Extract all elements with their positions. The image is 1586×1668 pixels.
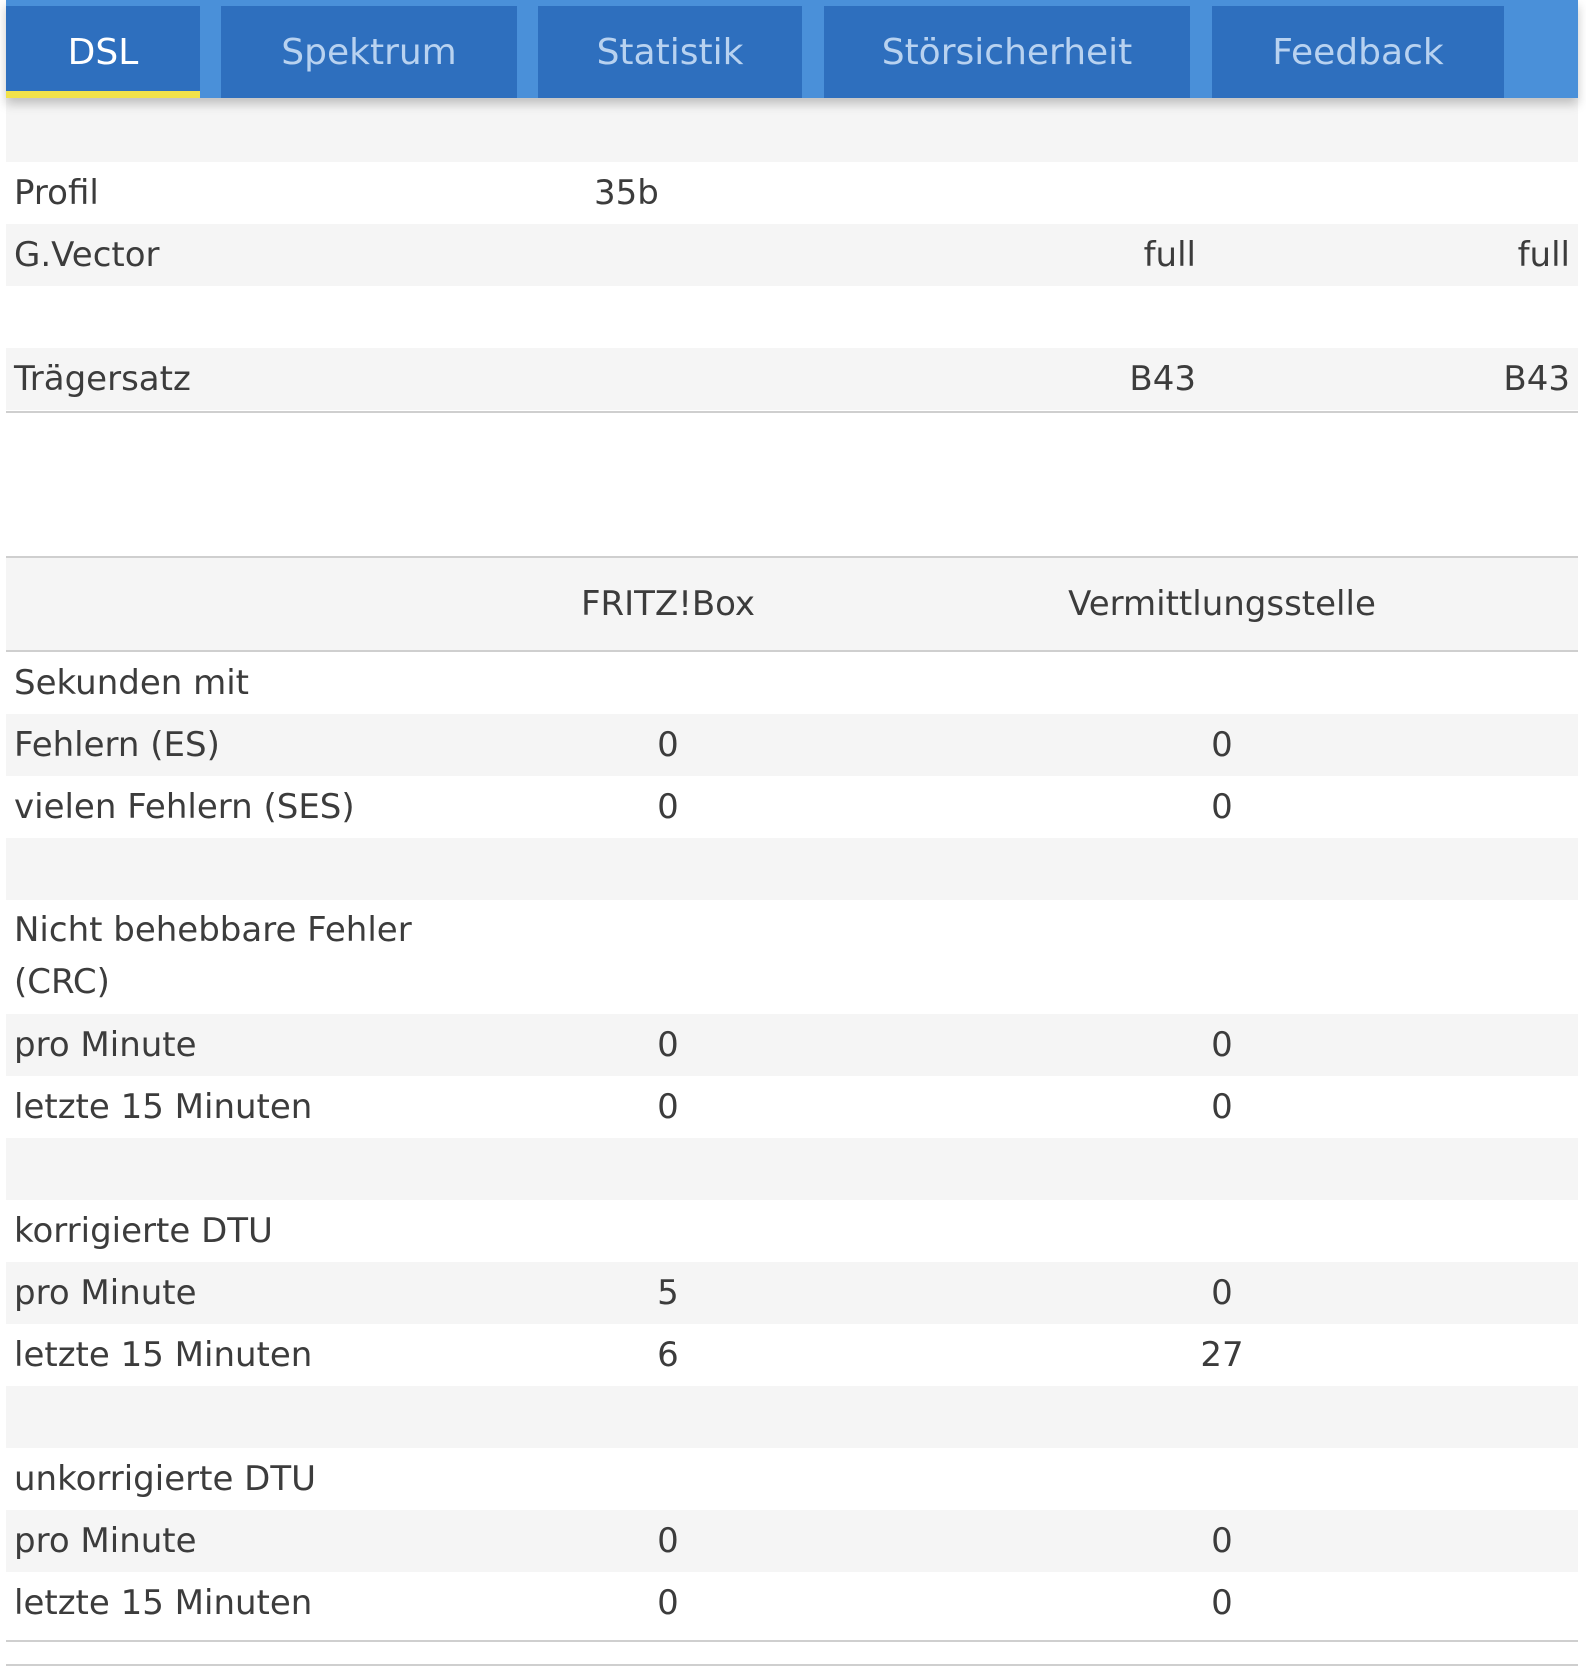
divider (6, 411, 1578, 413)
es-vst: 0 (1211, 725, 1233, 765)
active-tab-indicator (6, 91, 200, 98)
table-row-traegersatz (6, 348, 1578, 410)
traegersatz-label: Trägersatz (14, 359, 191, 399)
divider (6, 1664, 1578, 1666)
korr-letzte15-label: letzte 15 Minuten (14, 1335, 313, 1375)
table-row-spacer (6, 98, 1578, 162)
crc-letzte15-label: letzte 15 Minuten (14, 1087, 313, 1127)
table-row-korr-pro-minute (6, 1262, 1578, 1324)
es-label: Fehlern (ES) (14, 725, 220, 765)
table-row-section-title (6, 1448, 1578, 1510)
tab-statistik[interactable] (538, 6, 802, 98)
unkorr-pro-minute-vst: 0 (1211, 1521, 1233, 1561)
header-vermittlungsstelle: Vermittlungsstelle (1068, 584, 1376, 624)
table-row-spacer (6, 286, 1578, 348)
crc-pro-minute-vst: 0 (1211, 1025, 1233, 1065)
tab-spektrum[interactable] (221, 6, 517, 98)
table-row-spacer (6, 1386, 1578, 1448)
korr-letzte15-fritzbox: 6 (657, 1335, 679, 1375)
gvector-downstream: full (1143, 235, 1196, 275)
ses-vst: 0 (1211, 787, 1233, 827)
table-header-row (6, 558, 1578, 650)
table-row-unkorr-pro-minute (6, 1510, 1578, 1572)
crc-title: Nicht behebbare Fehler (CRC) (14, 910, 412, 1002)
gvector-upstream: full (1517, 235, 1570, 275)
tab-feedback[interactable] (1212, 6, 1504, 98)
traegersatz-upstream: B43 (1503, 359, 1570, 399)
tab-statistik-label: Statistik (596, 31, 744, 73)
crc-letzte15-fritzbox: 0 (657, 1087, 679, 1127)
table-row-korr-letzte15 (6, 1324, 1578, 1386)
unkorr-pro-minute-fritzbox: 0 (657, 1521, 679, 1561)
korr-pro-minute-fritzbox: 5 (657, 1273, 679, 1313)
tab-dsl-label: DSL (67, 31, 139, 73)
profil-value: 35b (594, 173, 659, 213)
ses-fritzbox: 0 (657, 787, 679, 827)
traegersatz-downstream: B43 (1129, 359, 1196, 399)
profil-label: Profil (14, 173, 99, 213)
crc-letzte15-vst: 0 (1211, 1087, 1233, 1127)
ses-label: vielen Fehlern (SES) (14, 787, 355, 827)
unkorr-pro-minute-label: pro Minute (14, 1521, 197, 1561)
divider (6, 1640, 1578, 1642)
table-row-crc-pro-minute (6, 1014, 1578, 1076)
unkorr-letzte15-label: letzte 15 Minuten (14, 1583, 313, 1623)
table-row-crc-letzte15 (6, 1076, 1578, 1138)
table-row-section-title (6, 652, 1578, 714)
header-fritzbox: FRITZ!Box (580, 584, 756, 624)
unkorr-dtu-title: unkorrigierte DTU (14, 1459, 316, 1499)
tab-stoersicherheit[interactable] (824, 6, 1190, 98)
tab-feedback-label: Feedback (1272, 31, 1444, 73)
crc-pro-minute-fritzbox: 0 (657, 1025, 679, 1065)
table-row-section-title (6, 900, 1578, 1014)
table-row-unkorr-letzte15 (6, 1572, 1578, 1634)
sekunden-title: Sekunden mit (14, 663, 249, 703)
es-fritzbox: 0 (657, 725, 679, 765)
tab-spektrum-label: Spektrum (281, 31, 457, 73)
tab-stoersicherheit-label: Störsicherheit (881, 31, 1133, 73)
table-row-gvector (6, 224, 1578, 286)
tab-dsl[interactable] (6, 6, 200, 98)
unkorr-letzte15-fritzbox: 0 (657, 1583, 679, 1623)
unkorr-letzte15-vst: 0 (1211, 1583, 1233, 1623)
korr-pro-minute-vst: 0 (1211, 1273, 1233, 1313)
korr-dtu-title: korrigierte DTU (14, 1211, 273, 1251)
table-row-es (6, 714, 1578, 776)
table-row-spacer (6, 1138, 1578, 1200)
tab-bar (6, 0, 1578, 98)
crc-pro-minute-label: pro Minute (14, 1025, 197, 1065)
korr-letzte15-vst: 27 (1200, 1335, 1244, 1375)
table-row-spacer (6, 838, 1578, 900)
table-row-profil (6, 162, 1578, 224)
table-row-section-title (6, 1200, 1578, 1262)
gvector-label: G.Vector (14, 235, 160, 275)
table-row-ses (6, 776, 1578, 838)
korr-pro-minute-label: pro Minute (14, 1273, 197, 1313)
